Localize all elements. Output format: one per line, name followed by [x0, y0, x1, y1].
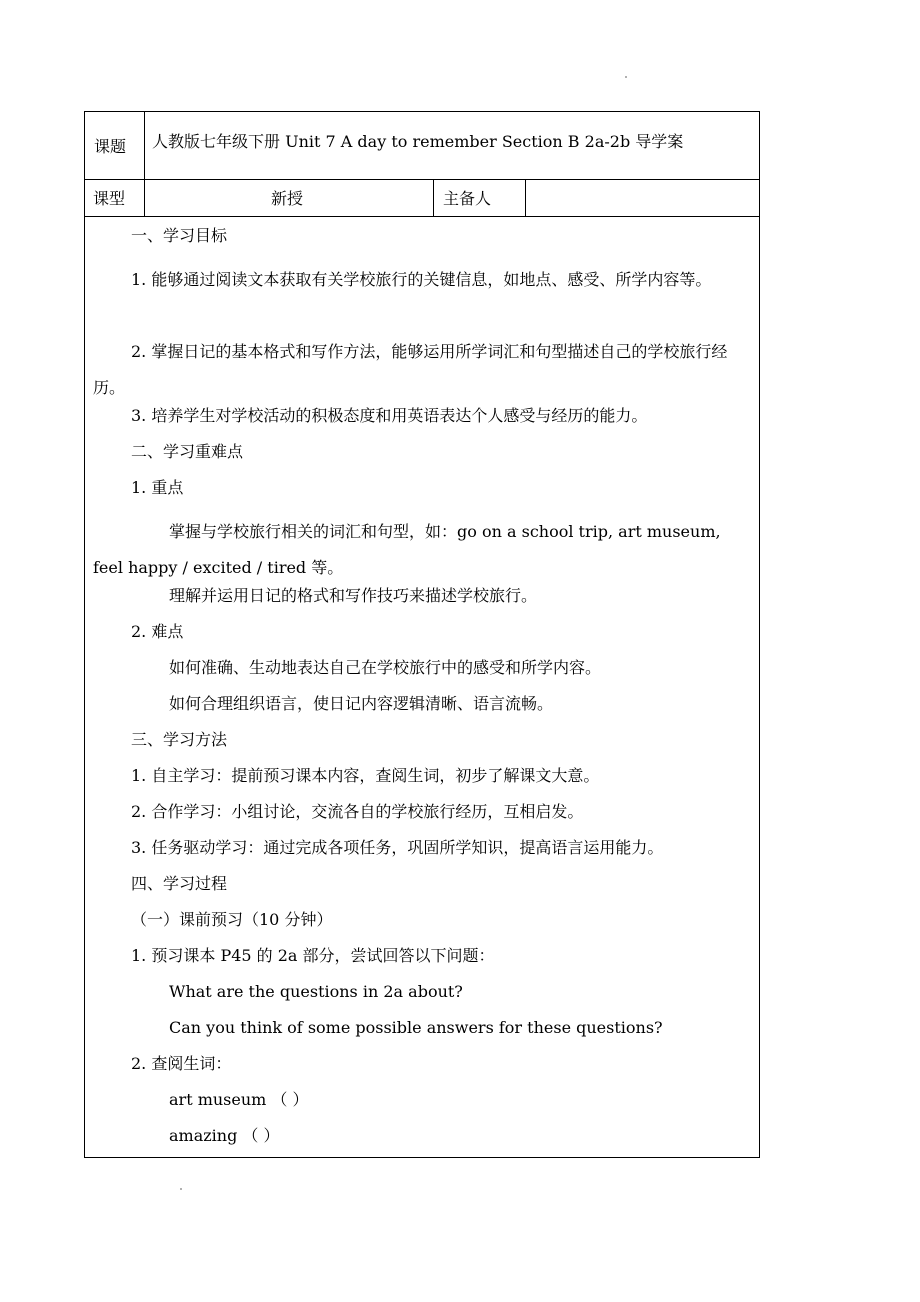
key-point-1: 掌握与学校旅行相关的词汇和句型，如：go on a school trip, art museum, feel happy / excited / tired 等。 [93, 522, 721, 577]
objective-2: 2. 掌握日记的基本格式和写作方法，能够运用所学词汇和句型描述自己的学校旅行经历。 [93, 342, 728, 397]
section-1-title: 一、学习目标 [131, 226, 228, 245]
preview-subtitle: （一）课前预习（10 分钟） [131, 910, 333, 929]
method-1: 1. 自主学习：提前预习课本内容，查阅生词，初步了解课文大意。 [131, 766, 600, 785]
vocab-item-amazing: amazing （ ） [169, 1126, 280, 1145]
col-divider-preparer [525, 179, 526, 216]
key-points-title: 1. 重点 [131, 478, 184, 497]
preview-task-2: 2. 查阅生词： [131, 1054, 232, 1073]
section-2-title: 二、学习重难点 [131, 442, 244, 461]
preview-question-2: Can you think of some possible answers for these questions? [169, 1018, 663, 1037]
preview-task-1: 1. 预习课本 P45 的 2a 部分，尝试回答以下问题： [131, 946, 495, 965]
scan-dot-bottom [180, 1188, 182, 1190]
difficult-point-1: 如何准确、生动地表达自己在学校旅行中的感受和所学内容。 [169, 658, 602, 677]
difficult-point-2: 如何合理组织语言，使日记内容逻辑清晰、语言流畅。 [169, 694, 554, 713]
objective-1: 1. 能够通过阅读文本获取有关学校旅行的关键信息，如地点、感受、所学内容等。 [131, 270, 712, 289]
topic-label: 课题 [94, 137, 127, 156]
section-4-title: 四、学习过程 [131, 874, 228, 893]
lesson-plan-table [84, 111, 760, 1158]
objective-3: 3. 培养学生对学校活动的积极态度和用英语表达个人感受与经历的能力。 [131, 406, 648, 425]
topic-value: 人教版七年级下册 Unit 7 A day to remember Section B 2a-2b 导学案 [152, 132, 684, 151]
preparer-label: 主备人 [443, 189, 492, 208]
col-divider-type-value [433, 179, 434, 216]
row-divider-2 [85, 216, 759, 217]
method-2: 2. 合作学习：小组讨论，交流各自的学校旅行经历，互相启发。 [131, 802, 584, 821]
difficult-points-title: 2. 难点 [131, 622, 184, 641]
type-label: 课型 [93, 189, 126, 208]
type-value: 新授 [271, 189, 304, 208]
method-3: 3. 任务驱动学习：通过完成各项任务，巩固所学知识，提高语言运用能力。 [131, 838, 664, 857]
section-3-title: 三、学习方法 [131, 730, 228, 749]
vocab-item-art-museum: art museum （ ） [169, 1090, 309, 1109]
scan-dot-top [625, 76, 627, 78]
preview-question-1: What are the questions in 2a about? [169, 982, 463, 1001]
row-divider-1 [85, 179, 759, 180]
key-point-2: 理解并运用日记的格式和写作技巧来描述学校旅行。 [169, 586, 538, 605]
col-divider-label [144, 112, 145, 216]
